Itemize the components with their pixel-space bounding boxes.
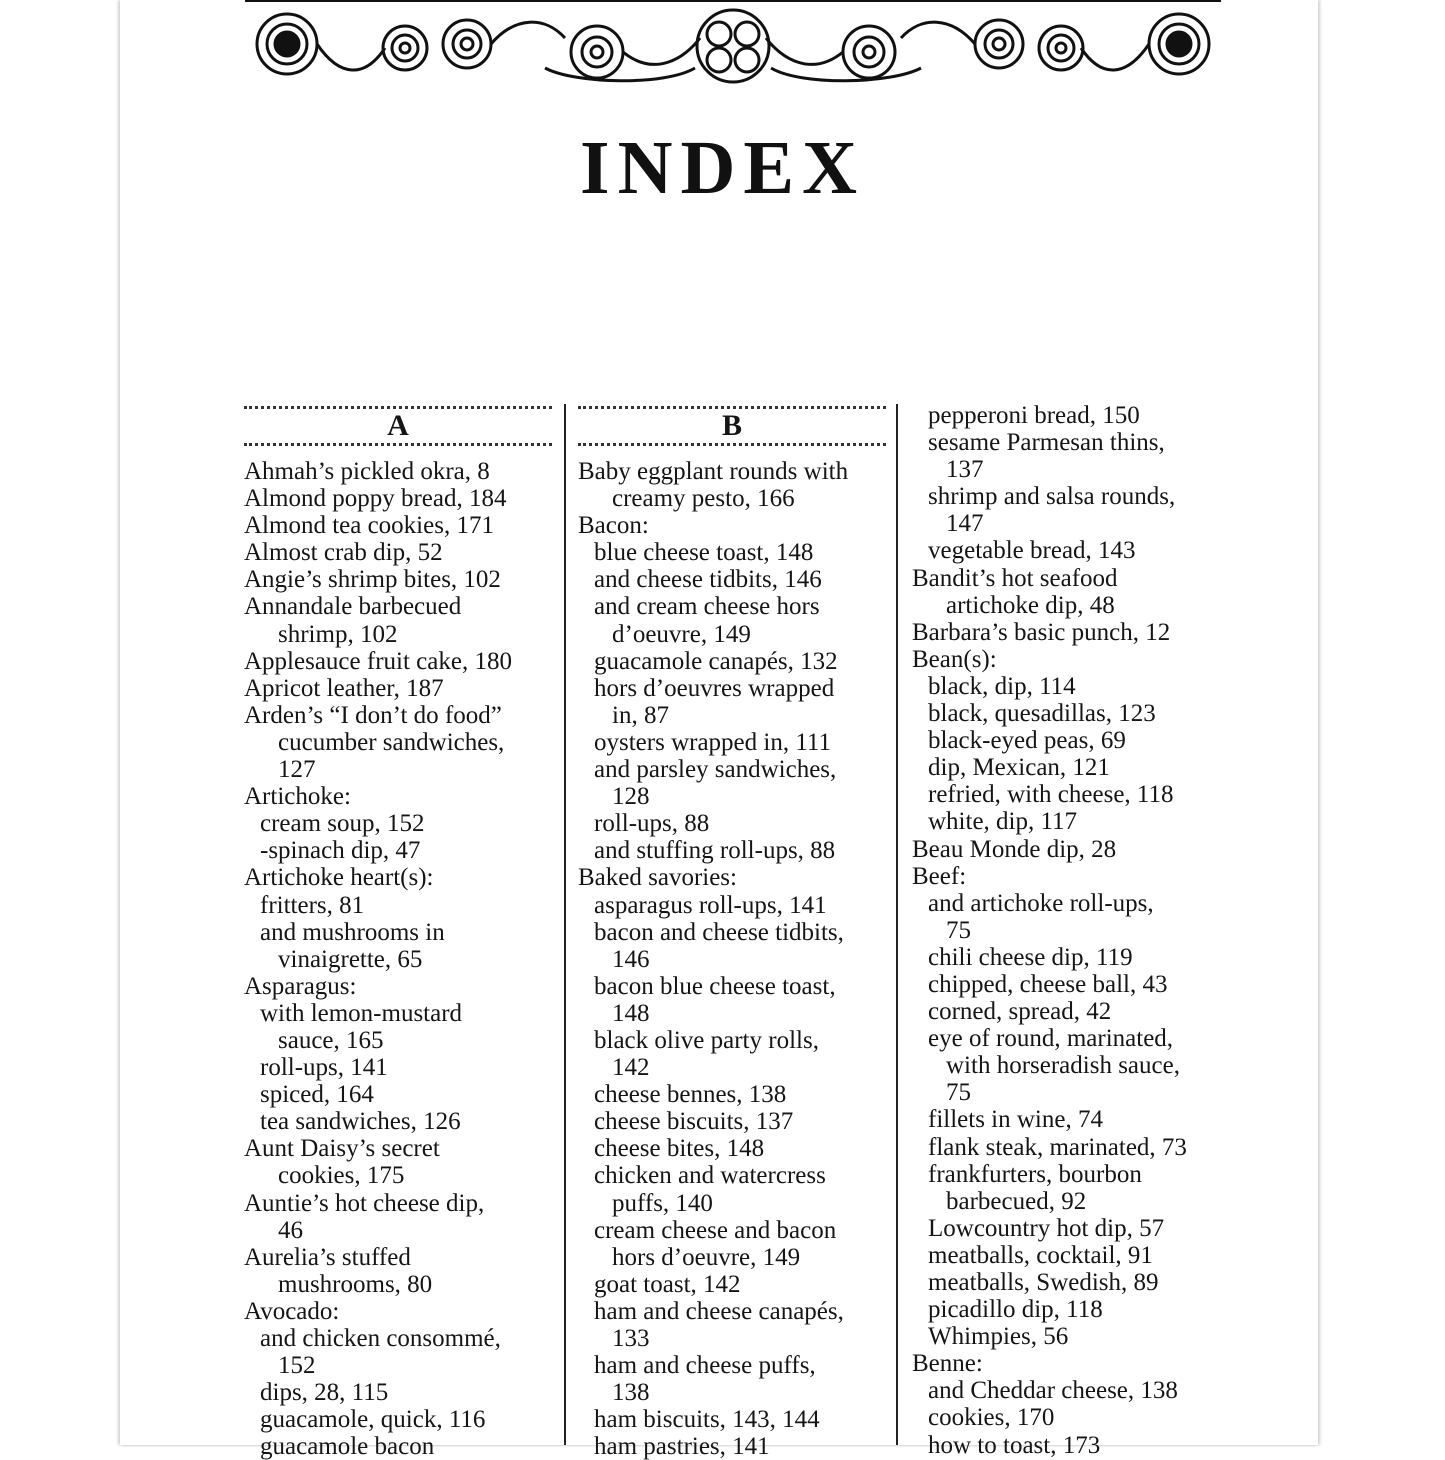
index-subentry	[244, 837, 556, 864]
index-subentry	[578, 1217, 890, 1271]
index-subentry	[912, 1134, 1232, 1161]
index-column-b	[578, 402, 890, 1460]
index-entry-line: 148	[612, 999, 650, 1027]
index-entry-line: oysters wrapped in, 111	[594, 728, 831, 756]
index-entry-line: Aunt Daisy’s secret	[244, 1135, 440, 1163]
index-entry-line: Ahmah’s pickled okra, 8	[244, 458, 490, 485]
index-entry-line: chili cheese dip, 119	[928, 943, 1133, 971]
index-entry-line: picadillo dip, 118	[928, 1296, 1103, 1324]
index-entry-line: hors d’oeuvre, 149	[612, 1243, 801, 1271]
index-entry-line: with horseradish sauce,	[946, 1052, 1180, 1080]
index-entry	[244, 973, 556, 1000]
index-subentry	[912, 1242, 1232, 1269]
index-entry-line: and stuffing roll-ups, 88	[594, 837, 836, 865]
index-entry	[912, 619, 1232, 646]
index-entry-line: 46	[278, 1216, 303, 1244]
index-entry-line: -spinach dip, 47	[260, 837, 421, 865]
index-entry-line: goat toast, 142	[594, 1270, 741, 1298]
index-column-c	[912, 402, 1232, 1459]
index-entry-line: fillets in wine, 74	[928, 1106, 1103, 1134]
index-subentry	[244, 1108, 556, 1135]
letter-heading: B	[578, 406, 886, 446]
index-subentry	[912, 673, 1232, 700]
index-entry-line: spiced, 164	[260, 1081, 374, 1109]
index-entry-line: and mushrooms in	[260, 918, 445, 946]
index-subentry	[912, 429, 1232, 483]
index-entry-line: vinaigrette, 65	[278, 945, 423, 973]
index-entry	[244, 783, 556, 810]
index-entry-line: cucumber sandwiches,	[278, 728, 505, 756]
index-entry-line: and cream cheese hors	[594, 593, 820, 621]
index-subentry	[578, 973, 890, 1027]
index-entry-line: Baked savories:	[578, 864, 737, 892]
index-entry-line: ham biscuits, 143, 144	[594, 1406, 820, 1434]
index-entry-line: Beau Monde dip, 28	[912, 835, 1117, 863]
index-column-a	[244, 402, 556, 1460]
index-entry-line: eye of round, marinated,	[928, 1025, 1174, 1053]
index-subentry	[912, 1106, 1232, 1133]
index-subentry	[244, 1081, 556, 1108]
index-entry-line: black olive party rolls,	[594, 1026, 819, 1054]
index-subentry	[578, 1135, 890, 1162]
index-entry-line: Artichoke heart(s):	[244, 864, 434, 892]
index-entry-line: with lemon-mustard	[260, 999, 463, 1027]
index-entry-line: cookies, 175	[278, 1162, 405, 1190]
index-entry-line: cheese biscuits, 137	[594, 1108, 794, 1136]
index-entry-line: creamy pesto, 166	[612, 485, 795, 513]
index-subentry	[578, 810, 890, 837]
index-entry-line: meatballs, Swedish, 89	[928, 1269, 1159, 1296]
index-subentry	[578, 1271, 890, 1298]
index-subentry	[578, 1108, 890, 1135]
index-entry-line: black, dip, 114	[928, 672, 1076, 700]
index-entry-line: 75	[946, 916, 971, 944]
index-entry-line: ham and cheese canapés,	[594, 1297, 844, 1325]
index-entry-line: Applesauce fruit cake, 180	[244, 647, 512, 675]
index-entry-line: bacon blue cheese toast,	[594, 972, 836, 1000]
index-subentry	[578, 729, 890, 756]
index-entry-line: cheese bites, 148	[594, 1135, 765, 1163]
index-subentry	[912, 944, 1232, 971]
index-entry	[912, 1350, 1232, 1377]
index-subentry	[912, 1215, 1232, 1242]
index-entry	[244, 539, 556, 566]
index-entry	[244, 702, 556, 783]
scroll-ornament-icon	[245, 8, 1221, 88]
index-entry-line: roll-ups, 88	[594, 810, 710, 838]
index-entry-line: and artichoke roll-ups,	[928, 889, 1154, 917]
index-entry	[578, 864, 890, 891]
page-title: INDEX	[580, 126, 865, 210]
index-entry-line: and cheese tidbits, 146	[594, 566, 822, 594]
index-entry	[244, 485, 556, 512]
index-entry	[912, 836, 1232, 863]
index-entry-line: Asparagus:	[244, 972, 357, 1000]
index-entry	[244, 675, 556, 702]
index-entry	[244, 648, 556, 675]
index-subentry	[912, 483, 1232, 537]
index-entry	[244, 1244, 556, 1298]
index-entry-line: frankfurters, bourbon	[928, 1160, 1142, 1188]
index-entry-line: bacon and cheese tidbits,	[594, 918, 844, 946]
index-entry-line: 146	[612, 945, 650, 973]
index-subentry	[912, 1025, 1232, 1106]
index-subentry	[578, 675, 890, 729]
index-subentry	[244, 1000, 556, 1054]
index-entry-line: Almond tea cookies, 171	[244, 512, 494, 540]
index-entry-line: 147	[946, 510, 984, 538]
index-subentry	[578, 566, 890, 593]
index-subentry	[578, 837, 890, 864]
index-entry-line: meatballs, cocktail, 91	[928, 1241, 1153, 1269]
index-entry-line: Apricot leather, 187	[244, 674, 444, 702]
index-entry-line: 137	[946, 456, 984, 484]
index-entry-line: black-eyed peas, 69	[928, 727, 1126, 755]
index-entry-line: mushrooms, 80	[278, 1270, 433, 1298]
index-entry-line: Barbara’s basic punch, 12	[912, 618, 1171, 646]
index-subentry	[912, 537, 1232, 564]
index-subentry	[912, 402, 1232, 429]
index-entry-line: black, quesadillas, 123	[928, 700, 1156, 728]
index-entry-line: chicken and watercress	[594, 1162, 826, 1190]
index-entry-line: d’oeuvre, 149	[612, 620, 751, 648]
index-subentry	[578, 648, 890, 675]
index-subentry	[912, 998, 1232, 1025]
index-entry-line: hors d’oeuvres wrapped	[594, 674, 835, 702]
index-entry	[578, 458, 890, 512]
index-entry-line: shrimp, 102	[278, 620, 398, 648]
index-entry-line: Bandit’s hot seafood	[912, 564, 1118, 592]
index-entry	[244, 1190, 556, 1244]
index-entry-line: shrimp and salsa rounds,	[928, 483, 1176, 511]
index-entry-line: sauce, 165	[278, 1026, 384, 1054]
index-entry-line: and parsley sandwiches,	[594, 756, 837, 784]
index-entry	[244, 593, 556, 647]
index-entry-line: Almond poppy bread, 184	[244, 485, 507, 513]
index-subentry	[578, 892, 890, 919]
index-entry-line: in, 87	[612, 701, 669, 729]
index-subentry	[912, 1404, 1232, 1431]
index-entry-line: guacamole canapés, 132	[594, 647, 838, 675]
index-entry-line: guacamole bacon	[260, 1433, 435, 1460]
column-divider	[896, 404, 898, 1445]
index-entry-line: pepperoni bread, 150	[928, 402, 1140, 429]
index-entry-line: puffs, 140	[612, 1189, 713, 1217]
index-subentry	[912, 808, 1232, 835]
index-entry	[912, 646, 1232, 673]
index-entry-line: Bean(s):	[912, 645, 997, 673]
index-entry	[912, 863, 1232, 890]
index-entry-line: chipped, cheese ball, 43	[928, 970, 1168, 998]
index-subentry	[578, 1433, 890, 1460]
index-subentry	[912, 890, 1232, 944]
index-entry-line: Benne:	[912, 1350, 983, 1378]
index-entry-line: Whimpies, 56	[928, 1323, 1069, 1351]
index-subentry	[912, 1377, 1232, 1404]
index-entry-line: Auntie’s hot cheese dip,	[244, 1189, 485, 1217]
index-entry-line: fritters, 81	[260, 891, 365, 919]
index-entry-line: 142	[612, 1054, 650, 1082]
index-entry-line: how to toast, 173	[928, 1431, 1101, 1459]
index-entry	[244, 512, 556, 539]
index-subentry	[244, 1406, 556, 1433]
index-entry-line: dip, Mexican, 121	[928, 754, 1110, 782]
index-entry-line: artichoke dip, 48	[946, 591, 1115, 619]
index-entry-line: 138	[612, 1379, 650, 1407]
index-entry	[244, 1298, 556, 1325]
index-entry-line: Avocado:	[244, 1297, 340, 1325]
index-entry-line: 133	[612, 1325, 650, 1352]
index-entry	[244, 864, 556, 891]
index-entry-line: Angie’s shrimp bites, 102	[244, 566, 501, 594]
index-entry-line: Arden’s “I don’t do food”	[244, 701, 502, 729]
index-subentry	[244, 892, 556, 919]
index-entry-line: corned, spread, 42	[928, 998, 1112, 1026]
index-subentry	[244, 1325, 556, 1379]
index-subentry	[578, 756, 890, 810]
index-subentry	[578, 1406, 890, 1433]
column-divider	[564, 404, 566, 1445]
index-entry-line: white, dip, 117	[928, 808, 1078, 836]
index-subentry	[912, 754, 1232, 781]
index-subentry	[912, 1269, 1232, 1296]
index-subentry	[578, 1027, 890, 1081]
index-entry-line: flank steak, marinated, 73	[928, 1133, 1187, 1161]
index-subentry	[912, 1296, 1232, 1323]
index-subentry	[912, 727, 1232, 754]
index-entry	[244, 458, 556, 485]
index-subentry	[244, 1054, 556, 1081]
index-entry-line: Beef:	[912, 862, 967, 890]
index-subentry	[912, 781, 1232, 808]
index-entry-line: Bacon:	[578, 512, 649, 540]
index-entry-line: Aurelia’s stuffed	[244, 1243, 411, 1271]
index-entry-line: roll-ups, 141	[260, 1054, 388, 1082]
index-subentry	[578, 1081, 890, 1108]
index-entry	[912, 565, 1232, 619]
index-entry-line: dips, 28, 115	[260, 1379, 389, 1407]
index-subentry	[912, 1323, 1232, 1350]
index-entry-line: 128	[612, 783, 650, 811]
index-subentry	[578, 593, 890, 647]
index-subentry	[244, 1379, 556, 1406]
index-entry-line: vegetable bread, 143	[928, 537, 1136, 565]
letter-heading: A	[244, 406, 552, 446]
index-entry	[244, 1135, 556, 1189]
index-subentry	[912, 1432, 1232, 1459]
index-entry-line: cream cheese and bacon	[594, 1216, 837, 1244]
index-entry-line: 152	[278, 1352, 316, 1380]
index-subentry	[912, 1161, 1232, 1215]
index-entry-line: guacamole, quick, 116	[260, 1406, 486, 1434]
index-subentry	[912, 971, 1232, 998]
index-entry-line: refried, with cheese, 118	[928, 781, 1174, 809]
index-entry-line: Almost crab dip, 52	[244, 539, 443, 567]
index-subentry	[244, 1433, 556, 1460]
index-entry-line: and Cheddar cheese, 138	[928, 1377, 1178, 1405]
index-entry-line: and chicken consommé,	[260, 1325, 501, 1352]
index-entry-line: Baby eggplant rounds with	[578, 458, 849, 485]
index-entry-line: barbecued, 92	[946, 1187, 1087, 1215]
index-entry-line: sesame Parmesan thins,	[928, 429, 1165, 457]
index-entry-line: Lowcountry hot dip, 57	[928, 1214, 1165, 1242]
index-subentry	[244, 919, 556, 973]
index-entry-line: 75	[946, 1079, 971, 1107]
top-rule	[245, 0, 1221, 2]
index-subentry	[578, 1352, 890, 1406]
index-entry-line: tea sandwiches, 126	[260, 1108, 461, 1136]
index-entry-line: Artichoke:	[244, 783, 351, 811]
index-entry	[244, 566, 556, 593]
index-subentry	[578, 1162, 890, 1216]
index-entry-line: cookies, 170	[928, 1404, 1055, 1432]
index-subentry	[578, 1298, 890, 1352]
index-entry-line: ham and cheese puffs,	[594, 1352, 816, 1380]
index-subentry	[578, 539, 890, 566]
index-entry-line: blue cheese toast, 148	[594, 539, 814, 567]
index-subentry	[912, 700, 1232, 727]
index-entry-line: 127	[278, 756, 316, 784]
index-entry-line: asparagus roll-ups, 141	[594, 891, 827, 919]
index-entry	[578, 512, 890, 539]
index-entry-line: cheese bennes, 138	[594, 1081, 787, 1109]
index-subentry	[244, 810, 556, 837]
index-entry-line: ham pastries, 141	[594, 1433, 770, 1460]
index-entry-line: Annandale barbecued	[244, 593, 462, 621]
index-subentry	[578, 919, 890, 973]
index-entry-line: cream soup, 152	[260, 810, 425, 838]
